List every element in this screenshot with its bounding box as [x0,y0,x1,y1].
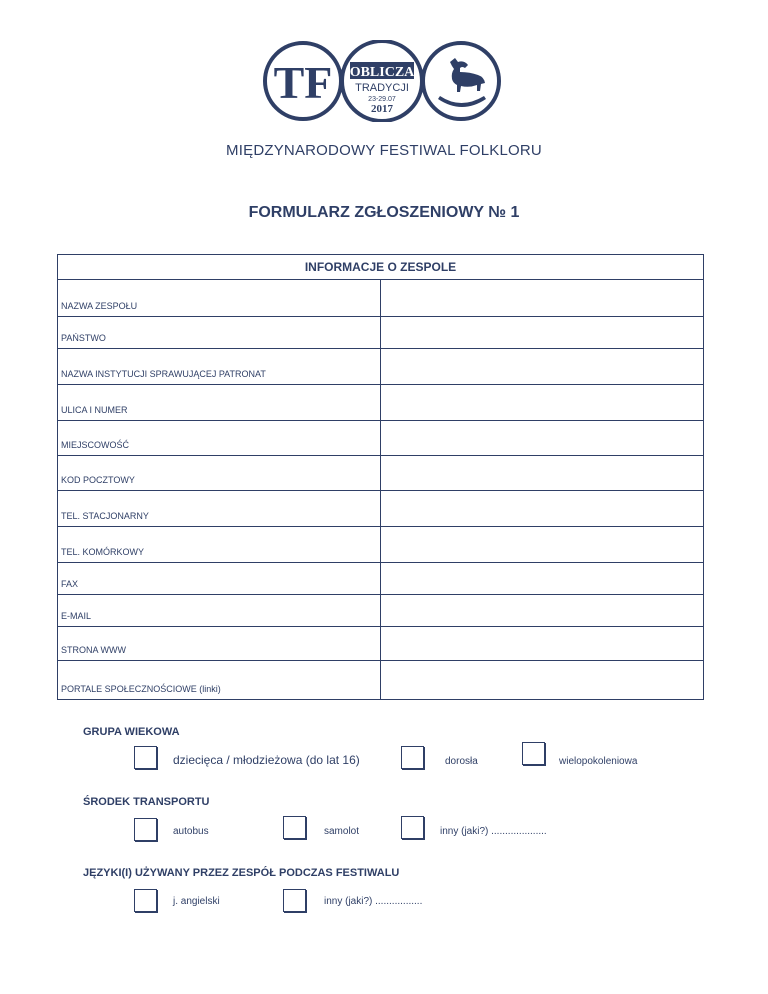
label-landline: TEL. STACJONARNY [58,491,381,527]
email-field[interactable] [381,595,704,627]
age-multigen-label: wielopokoleniowa [559,756,638,767]
label-mobile: TEL. KOMÓRKOWY [58,527,381,563]
logo-left-text: TF [273,57,333,108]
logo-center-title: OBLICZA [349,65,415,80]
age-child-label: dziecięca / młodzieżowa (do lat 16) [173,753,360,767]
team-name-field[interactable] [381,280,704,317]
language-other-label: inny (jaki?) ................. [324,896,423,907]
transport-plane-label: samolot [324,826,360,837]
logo-year: 2017 [371,103,393,115]
street-field[interactable] [381,385,704,421]
label-postal-code: KOD POCZTOWY [58,456,381,491]
postal-code-field[interactable] [381,456,704,491]
fax-field[interactable] [381,563,704,595]
transport-plane-checkbox[interactable] [283,816,306,839]
languages-title: JĘZYKI(I) UŻYWANY PRZEZ ZESPÓŁ PODCZAS FESTIWALU [83,867,400,879]
festival-logo [262,40,502,122]
label-country: PAŃSTWO [58,317,381,349]
table-heading: INFORMACJE O ZESPOLE [58,255,704,280]
landline-field[interactable] [381,491,704,527]
website-field[interactable] [381,627,704,661]
festival-name: MIĘDZYNARODOWY FESTIWAL FOLKLORU [226,142,542,159]
country-field[interactable] [381,317,704,349]
rocking-horse-icon [438,58,486,107]
city-field[interactable] [381,421,704,456]
social-portals-field[interactable] [381,661,704,700]
label-fax: FAX [58,563,381,595]
label-social-portals: PORTALE SPOŁECZNOŚCIOWE (linki) [58,661,381,700]
transport-other-checkbox[interactable] [401,816,424,839]
age-child-checkbox[interactable] [134,746,157,769]
language-other-checkbox[interactable] [283,889,306,912]
team-info-table [57,254,704,700]
age-group-title: GRUPA WIEKOWA [83,726,180,738]
language-english-checkbox[interactable] [134,889,157,912]
label-patron-institution: NAZWA INSTYTUCJI SPRAWUJĄCEJ PATRONAT [58,349,381,385]
age-adult-label: dorosła [445,756,478,767]
transport-bus-checkbox[interactable] [134,818,157,841]
form-title: FORMULARZ ZGŁOSZENIOWY № 1 [248,204,520,221]
label-street: ULICA I NUMER [58,385,381,421]
transport-title: ŚRODEK TRANSPORTU [83,796,210,808]
label-team-name: NAZWA ZESPOŁU [58,280,381,317]
label-email: E-MAIL [58,595,381,627]
language-english-label: j. angielski [173,896,220,907]
label-website: STRONA WWW [58,627,381,661]
mobile-field[interactable] [381,527,704,563]
transport-other-label: inny (jaki?) .................... [440,826,547,837]
transport-bus-label: autobus [173,826,209,837]
age-adult-checkbox[interactable] [401,746,424,769]
logo-dates: 23-29.07 [368,96,396,103]
logo-center-sub: TRADYCJI [355,82,409,94]
patron-institution-field[interactable] [381,349,704,385]
label-city: MIEJSCOWOŚĆ [58,421,381,456]
age-multigen-checkbox[interactable] [522,742,545,765]
